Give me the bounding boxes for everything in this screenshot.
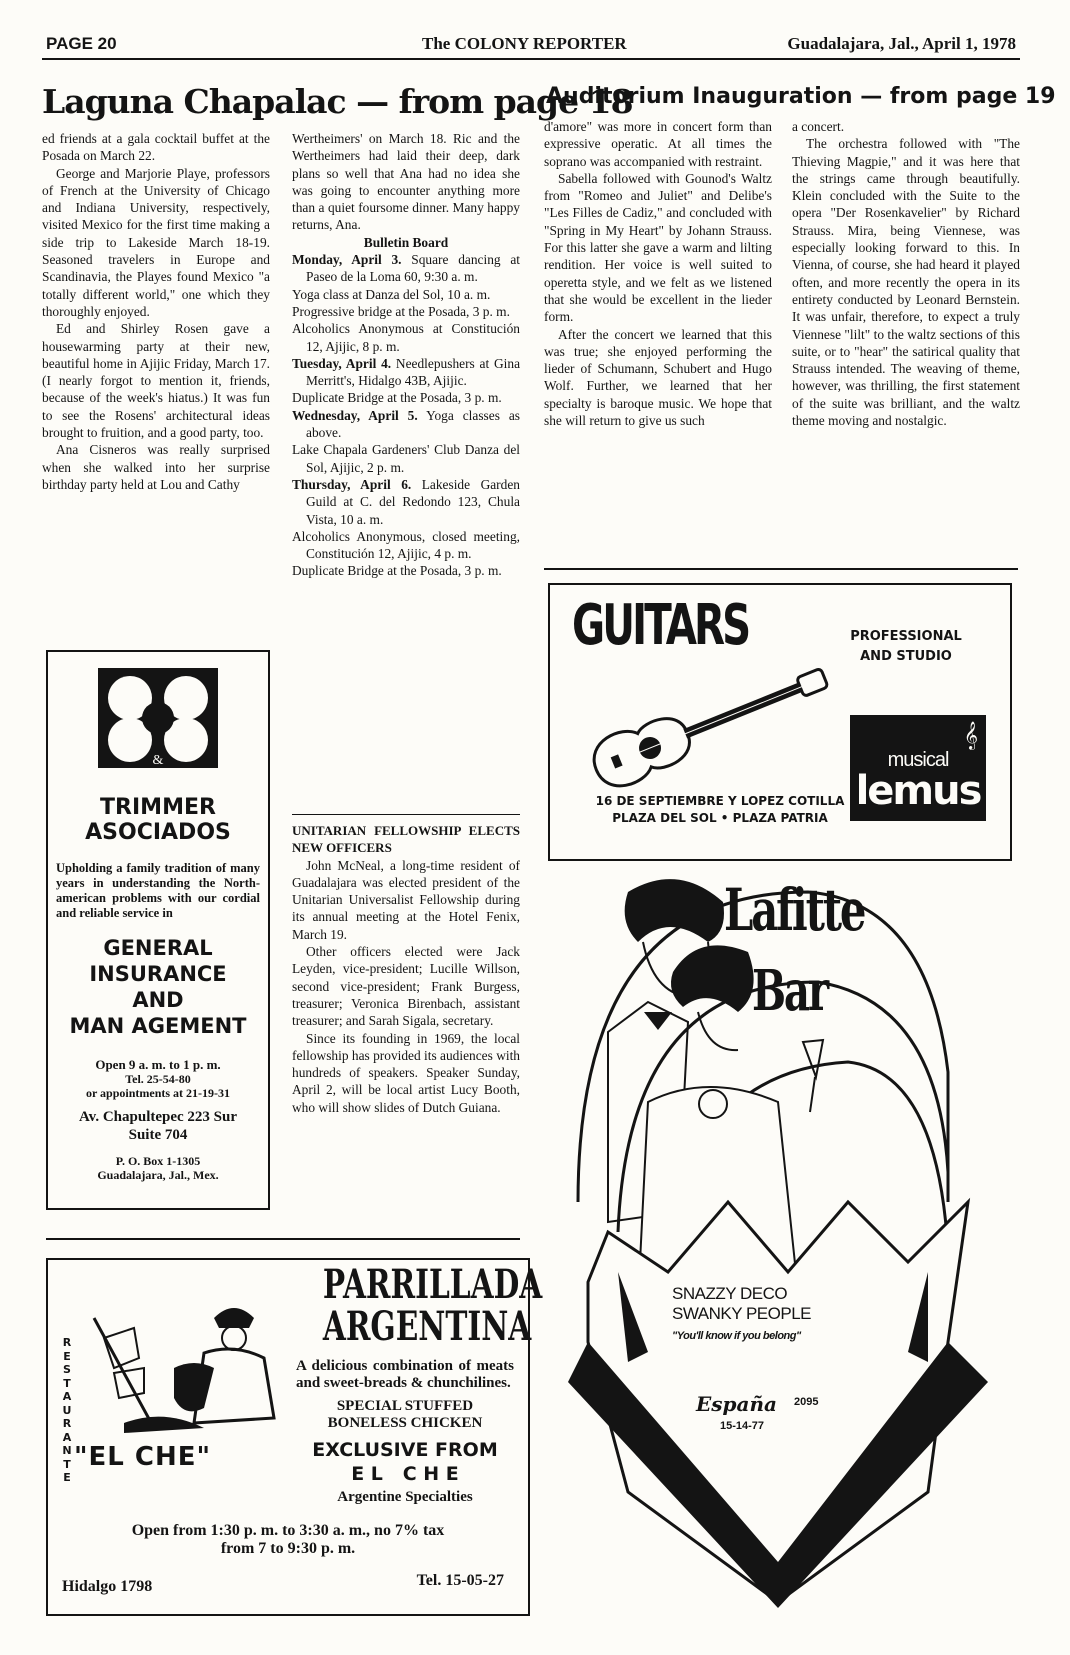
service-management: MAN AGEMENT [69, 1014, 247, 1038]
guitar-illustration-icon [566, 647, 836, 797]
trimmer-pobox: P. O. Box 1-1305 [115, 1154, 201, 1168]
subtitle-line: AND STUDIO [860, 649, 952, 664]
lafitte-street: España [696, 1392, 777, 1416]
bulletin-text: Duplicate Bridge at the Posada, 3 p. m. [292, 563, 502, 579]
bulletin-item [292, 355, 520, 390]
laguna-column-2 [292, 130, 520, 580]
trimmer-tel: Tel. 25-54-80 [125, 1072, 191, 1086]
paragraph: The orchestra followed with "The Thieving Magpie," and it was here that the strings came through beautifully. Klein concluded with the Suite to the opera "Der Rosenkavelier" by Richard Strauss. Mira, being Viennese, was especially looking forward to this. In Vienna, of course, she had heard it played often, and more recently the opera in its entirety conducted by Leonard Bernstein. It was unfair, therefore, to expect a truly Viennese "lilt" to the waltz sections of this suite, or to "hear" the satirical quality that Strauss intended. The weaving of theme, however, was thrilling, the first statement of the suite was brilliant, and the waltz theme moving and nostalgic. [792, 136, 1020, 429]
hours-line: Open from 1:30 p. m. to 3:30 a. m., no 7% tax [131, 1522, 445, 1539]
bulletin-text: Square dancing at Paseo de la Loma 60, 9:30 a. m. [306, 252, 520, 285]
paragraph: Ed and Shirley Rosen gave a housewarming party at their new, beautiful home in Ajijic Friday, March 17. (I nearly forgot to mention it, friends, because of the week's hiatus.) It was fun to see the Rosens' architectural ideas brought to fruition, and a good party, too. [42, 321, 270, 441]
el-che-tel: Tel. 15-05-27 [416, 1572, 504, 1589]
tagline-line: SNAZZY DECO [672, 1284, 788, 1303]
bulletin-text: Yoga class at Danza del Sol, 10 a. m. [292, 286, 491, 302]
service-general: GENERAL [103, 936, 213, 960]
el-che-description: A delicious combination of meats and sweet-breads & chunchilines. [296, 1358, 514, 1391]
guitars-ad [548, 583, 1012, 861]
divider-rule [544, 568, 1018, 570]
paragraph: Other officers elected were Jack Leyden, vice-president; Lucille Willson, second vice-president; Frank Burgess, treasurer; Veronica Birenbach, assistant treasurer; and Sarah Sigala, secretary. [292, 944, 520, 1029]
guitars-title: GUITARS [572, 593, 749, 658]
laguna-headline: Laguna Chapalac — from page 18 [42, 82, 633, 121]
trimmer-appointments: or appointments at 21-19-31 [85, 1086, 231, 1100]
bulletin-text: Lakeside Garden Guild at C. del Redondo 123, Chula Vista, 10 a. m. [306, 476, 520, 527]
gear-logo-icon [98, 668, 218, 768]
argentina-title: ARGENTINA [322, 1303, 532, 1350]
unitarian-headline: UNITARIAN FELLOWSHIP ELECTS NEW OFFICERS [292, 823, 520, 856]
trimmer-address-1: Av. Chapultepec 223 Sur [78, 1109, 238, 1125]
paragraph: George and Marjorie Playe, professors of French at the University of Chicago and Indiana University, respectively, visited Mexico for the first time making a side trip to Lakeside March 18-19. Seasoned travelers in Europe and Scandinavia, the Playes found Mexico "a totally different world," one which they thoroughly enjoyed. [42, 165, 270, 319]
bulletin-text: Duplicate Bridge at the Posada, 3 p. m. [292, 390, 502, 406]
paragraph: a concert. [792, 119, 845, 134]
dateline: Guadalajara, Jal., April 1, 1978 [787, 34, 1016, 53]
trimmer-name-2: ASOCIADOS [85, 820, 231, 845]
svg-text:&: & [152, 753, 164, 768]
lafitte-bar: Bar [752, 958, 827, 1024]
divider-rule [292, 814, 520, 815]
el-che-right-column [294, 1261, 543, 1506]
bulletin-item [292, 562, 520, 579]
subtitle-line: PROFESSIONAL [850, 629, 962, 644]
page-number: PAGE 20 [46, 34, 117, 53]
bulletin-day: Wednesday, April 5. [292, 407, 418, 423]
paragraph: Since its founding in 1969, the local fellowship has provided its audiences with hundreds of speakers. Speaker Sunday, April 2, will be local artist Lucy Booth, who will show slides of Dutch Guiana. [292, 1030, 520, 1115]
bulletin-day: Monday, April 3. [292, 252, 402, 268]
bulletin-item [292, 441, 520, 476]
bulletin-text: Lake Chapala Gardeners' Club Danza del Sol, Ajijic, 2 p. m. [292, 442, 520, 475]
unitarian-story [292, 822, 520, 1116]
el-che-restaurant-ad [46, 1258, 543, 1616]
lafitte-bar-ad [548, 872, 1008, 1608]
lafitte-tagline [672, 1284, 882, 1346]
bulletin-item [292, 476, 520, 528]
exclusive-line-1: EXCLUSIVE FROM [312, 1439, 498, 1461]
paragraph: Sabella followed with Gounod's Waltz from "Romeo and Juliet" and Delibe's "Les Filles de Cadiz," and concluded with "Spring in My Heart" by Johann Strauss. For this latter she gave a warm and lilting rendition. Her voice is well suited to operetta style, and we felt as we listened that she would be excellent in the lieder form. [544, 170, 772, 325]
brand-lemus: lemus [855, 768, 981, 814]
trimmer-hours: Open 9 a. m. to 1 p. m. [95, 1057, 221, 1072]
bulletin-text: Alcoholics Anonymous at Constitución 12, Ajijic, 8 p. m. [292, 321, 520, 354]
bulletin-item [292, 251, 520, 286]
lafitte-phone: 15-14-77 [720, 1420, 765, 1432]
el-che-hours [58, 1522, 518, 1558]
laguna-column-1 [42, 130, 270, 493]
hours-line: from 7 to 9:30 p. m. [220, 1540, 356, 1557]
el-che-address: Hidalgo 1798 [62, 1578, 153, 1595]
tagline-line: SWANKY PEOPLE [672, 1304, 811, 1323]
auditorium-column-1 [544, 118, 772, 429]
lafitte-number: 2095 [794, 1396, 819, 1408]
newspaper-name: The COLONY REPORTER [422, 34, 627, 53]
auditorium-headline: Auditorium Inauguration — from page 19 [546, 84, 1056, 109]
exclusive-line-3: Argentine Specialties [337, 1489, 473, 1505]
el-che-name: "EL CHE" [74, 1442, 212, 1472]
trimmer-asociados-ad [46, 650, 270, 1210]
lafitte-name: Lafitte [724, 876, 865, 944]
paragraph: John McNeal, a long-time resident of Guadalajara was elected president of the Unitarian Universalist Fellowship during its annual meeting at the Hotel Fenix, March 19. [292, 857, 520, 942]
trimmer-city: Guadalajara, Jal., Mex. [97, 1168, 219, 1182]
service-insurance: INSURANCE [89, 962, 227, 986]
bulletin-item [292, 320, 520, 355]
special-line-2: BONELESS CHICKEN [327, 1415, 483, 1431]
bulletin-text: Progressive bridge at the Posada, 3 p. m. [292, 303, 510, 319]
bulletin-day: Tuesday, April 4. [292, 355, 392, 371]
brand-musical: musical [887, 749, 949, 771]
exclusive-line-2: E L C H E [351, 1463, 459, 1485]
paragraph: After the concert we learned that this was true; she enjoyed performing the lieder of Schumann, Schubert and Hugo Wolf. Further, we learned that her specialty is baroque music. We hope that she will return to give us such [544, 326, 772, 429]
special-line-1: SPECIAL STUFFED [336, 1398, 474, 1414]
divider-rule [46, 1238, 520, 1240]
paragraph: ed friends at a gala cocktail buffet at the Posada on March 22. [42, 131, 270, 164]
parrillada-title: PARRILLADA [322, 1261, 543, 1308]
bulletin-item [292, 528, 520, 563]
guitars-address [590, 793, 850, 827]
trimmer-address-2: Suite 704 [128, 1127, 188, 1143]
bulletin-text: Needlepushers at Gina Merritt's, Hidalgo 43B, Ajijic. [306, 355, 521, 389]
bulletin-text: Yoga classes as above. [306, 407, 520, 441]
paragraph: d'amore" was more in concert form than expressive operatic. At all times the soprano was accompanied with restraint. [544, 119, 772, 169]
bulletin-item [292, 286, 520, 303]
paragraph: Wertheimers' on March 18. Ric and the Wertheimers had laid their deep, dark plans so well that Ana had no idea she was going to encounter anything more than a quiet foursome dinner. Many happy returns, Ana. [292, 131, 520, 233]
auditorium-column-2 [792, 118, 1020, 429]
paragraph: Ana Cisneros was really surprised when she walked into her surprise birthday party held at Lou and Cathy [42, 442, 270, 492]
trimmer-name-1: TRIMMER [100, 795, 216, 820]
address-line: PLAZA DEL SOL • PLAZA PATRIA [612, 811, 828, 825]
address-line: 16 DE SEPTIEMBRE Y LOPEZ COTILLA [595, 794, 845, 808]
trimmer-tagline: Upholding a family tradition of many years in understanding the North-american problems with our cordial and reliable service in [56, 861, 260, 920]
bulletin-text: Alcoholics Anonymous, closed meeting, Constitución 12, Ajijic, 4 p. m. [292, 528, 520, 562]
guitars-subtitle [846, 627, 966, 667]
lafitte-slogan: "You'll know if you belong" [672, 1330, 801, 1342]
restaurante-vertical-label: RESTAURANTE [62, 1336, 72, 1484]
bulletin-day: Thursday, April 6. [292, 476, 412, 492]
bulletin-board-title: Bulletin Board [363, 234, 449, 250]
bulletin-item [292, 303, 520, 320]
bulletin-item [292, 407, 520, 442]
musical-lemus-logo [850, 715, 986, 821]
music-note-icon: 𝄞 [963, 721, 978, 749]
service-and: AND [132, 988, 184, 1012]
masthead [42, 32, 1020, 60]
bulletin-item [292, 389, 520, 406]
gaucho-grill-illustration-icon [84, 1298, 284, 1438]
bulletin-list [292, 251, 520, 580]
